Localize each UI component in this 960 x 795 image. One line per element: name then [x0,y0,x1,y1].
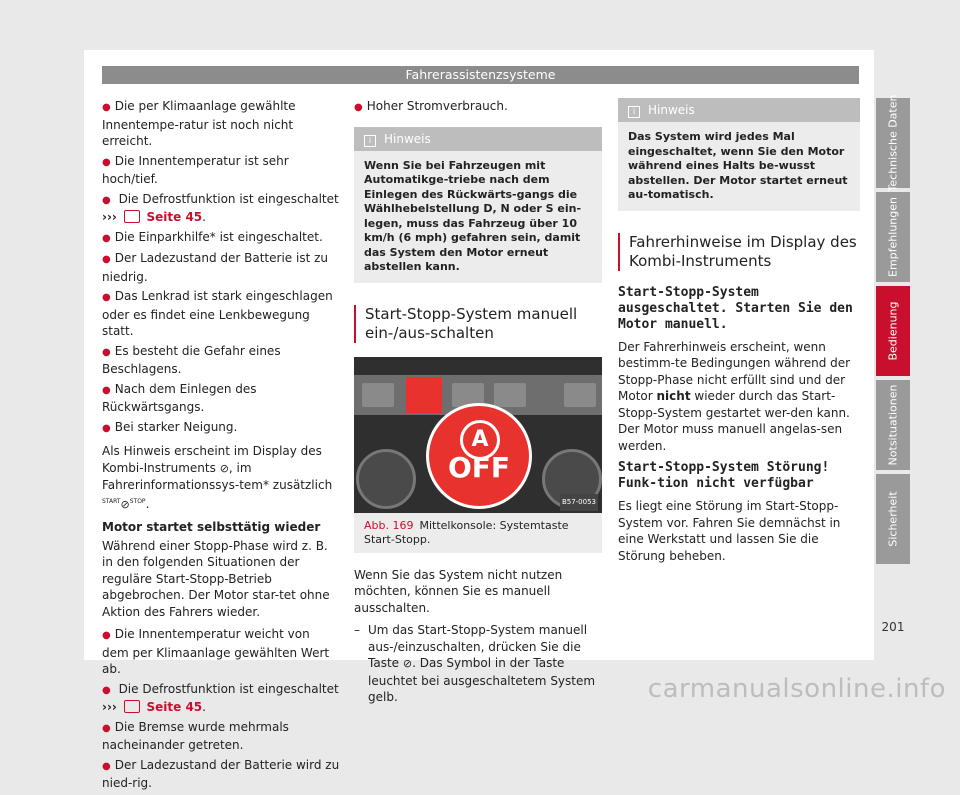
hint-box-body: Wenn Sie bei Fahrzeugen mit Automatikge-triebe nach dem Einlegen des Rückwärts-gangs die Wählhebelstellung D, N oder S ein-legen, muss das Fahrzeug über 10 km/h (6 mph) gefahren sein, damit das System den Motor erneut abstellen kann. [364,158,582,273]
list-item: ● Es besteht die Gefahr eines Beschlagens. [102,343,340,378]
book-icon [124,210,140,223]
list-item: ● Nach dem Einlegen des Rückwärtsgangs. [102,381,340,416]
hint-box-header: i Hinweis [618,98,860,122]
tab-bedienung[interactable]: Bedienung [876,286,910,376]
paragraph: Es liegt eine Störung im Start-Stopp-System vor. Fahren Sie demnächst in eine Werkstatt und lassen Sie die Störung beheben. [618,499,841,563]
list-item: ● Der Ladezustand der Batterie wird zu nied-rig. [102,757,340,792]
page-number: 201 [881,620,905,634]
hint-paragraph: Als Hinweis erscheint im Display des Kombi-Instruments ⊘, im Fahrerinformationssys-tem* zusätzlich $^{START}$⊘$^{STOP}$. [102,444,333,511]
column-2 [354,98,602,706]
tab-empfehlungen[interactable]: Empfehlungen [876,192,910,282]
list-item: ● Die Innentemperatur ist sehr hoch/tief. [102,153,340,188]
subheading: Motor startet selbsttätig wieder [102,520,321,534]
climate-knob [356,449,416,509]
driver-message: Start-Stopp-System Störung! Funk-tion nicht verfügbar [618,460,830,491]
section-heading: Fahrerhinweise im Display des Kombi-Instruments [618,233,860,271]
instruction-step: – Um das Start-Stopp-System manuell aus-/einzuschalten, drücken Sie die Taste ⊘. Das Symbol in der Taste leuchtet bei ausgeschaltetem System gelb. [354,622,602,706]
start-stop-button [406,377,442,413]
panel-button [564,383,596,407]
watermark: carmanualsonline.info [647,674,946,704]
console-figure [354,357,602,513]
panel-button [362,383,394,407]
list-item: ● Die Einparkhilfe* ist eingeschaltet. [102,229,340,248]
caption-text: Mittelkonsole: Systemtaste Start-Stopp. [364,518,569,546]
list-item-text: Die Defrostfunktion ist eingeschaltet [118,681,339,696]
hint-box-body: Das System wird jedes Mal eingeschaltet, wenn Sie den Motor während eines Halts be-wusst abstellen. Der Motor startet erneut au-tomatisch. [628,130,848,201]
tab-notsituationen[interactable]: Notsituationen [876,380,910,470]
info-icon: i [628,106,640,118]
hint-box-header: i Hinweis [354,127,602,151]
auto-stop-icon: A [460,420,500,460]
start-stop-off-icon: ⊘ [120,497,130,511]
list-item-text: Die Defrostfunktion ist eingeschaltet [118,191,339,206]
list-item: ● Die Defrostfunktion ist eingeschaltet ››› Seite 45. [102,681,340,716]
info-icon: i [364,135,376,147]
chapter-tabs [876,94,910,568]
list-item: ● Die Defrostfunktion ist eingeschaltet ››› Seite 45. [102,191,340,226]
tab-sicherheit[interactable]: Sicherheit [876,474,910,564]
caption-label: Abb. 169 [364,518,414,532]
page-header: Fahrerassistenzsysteme [102,66,859,84]
paragraph: Wenn Sie das System nicht nutzen möchten, können Sie es manuell ausschalten. [354,567,563,615]
list-item: ● Die Bremse wurde mehrmals nacheinander getreten. [102,719,340,754]
list-item: ● Der Ladezustand der Batterie ist zu niedrig. [102,250,340,285]
hint-box [354,127,602,283]
page-reference-link[interactable]: Seite 45 [146,700,203,714]
stop-label: STOP [129,497,146,505]
paragraph: Der Fahrerhinweis erscheint, wenn bestimm-te Bedingungen während der Stopp-Phase nicht erfüllt sind und der Motor nicht wieder durch das Start-Stopp-System gestartet wer-den kann. Der Motor muss manuell angelas-sen werden. [618,339,851,453]
book-icon [124,700,140,713]
figure-caption [354,513,602,553]
start-stop-zoom-callout [426,403,532,509]
list-item: ● Bei starker Neigung. [102,419,340,438]
figure-code: B57-0053 [560,494,598,511]
column-1 [102,98,340,795]
list-item: ● Das Lenkrad ist stark eingeschlagen oder es findet eine Lenkbewegung statt. [102,288,340,340]
list-item: ● Hoher Stromverbrauch. [354,98,602,117]
hint-box [618,98,860,211]
driver-message: Start-Stopp-System ausgeschaltet. Starten Sie den Motor manuell. [618,284,853,332]
off-label: OFF [447,450,511,484]
paragraph: Während einer Stopp-Phase wird z. B. in den folgenden Situationen der reguläre Start-Stopp-Betrieb abgebrochen. Der Motor star-tet ohne Aktion des Fahrers wieder. [102,538,330,619]
ref-arrows: ››› [102,700,117,714]
section-heading: Start-Stopp-System manuell ein-/aus-schalten [354,305,602,343]
start-stop-off-icon: ⊘ [219,461,229,475]
panel-button [494,383,526,407]
tab-technische-daten[interactable]: Technische Daten [876,98,910,188]
start-label: START [102,497,121,505]
column-3 [618,98,860,570]
start-stop-button-icon: ⊘ [402,657,413,670]
ref-arrows: ››› [102,210,117,224]
list-item: ● Die per Klimaanlage gewählte Innentempe-ratur ist noch nicht erreicht. [102,98,340,150]
list-item: ● Die Innentemperatur weicht von dem per Klimaanlage gewählten Wert ab. [102,626,340,678]
page-reference-link[interactable]: Seite 45 [146,210,203,224]
